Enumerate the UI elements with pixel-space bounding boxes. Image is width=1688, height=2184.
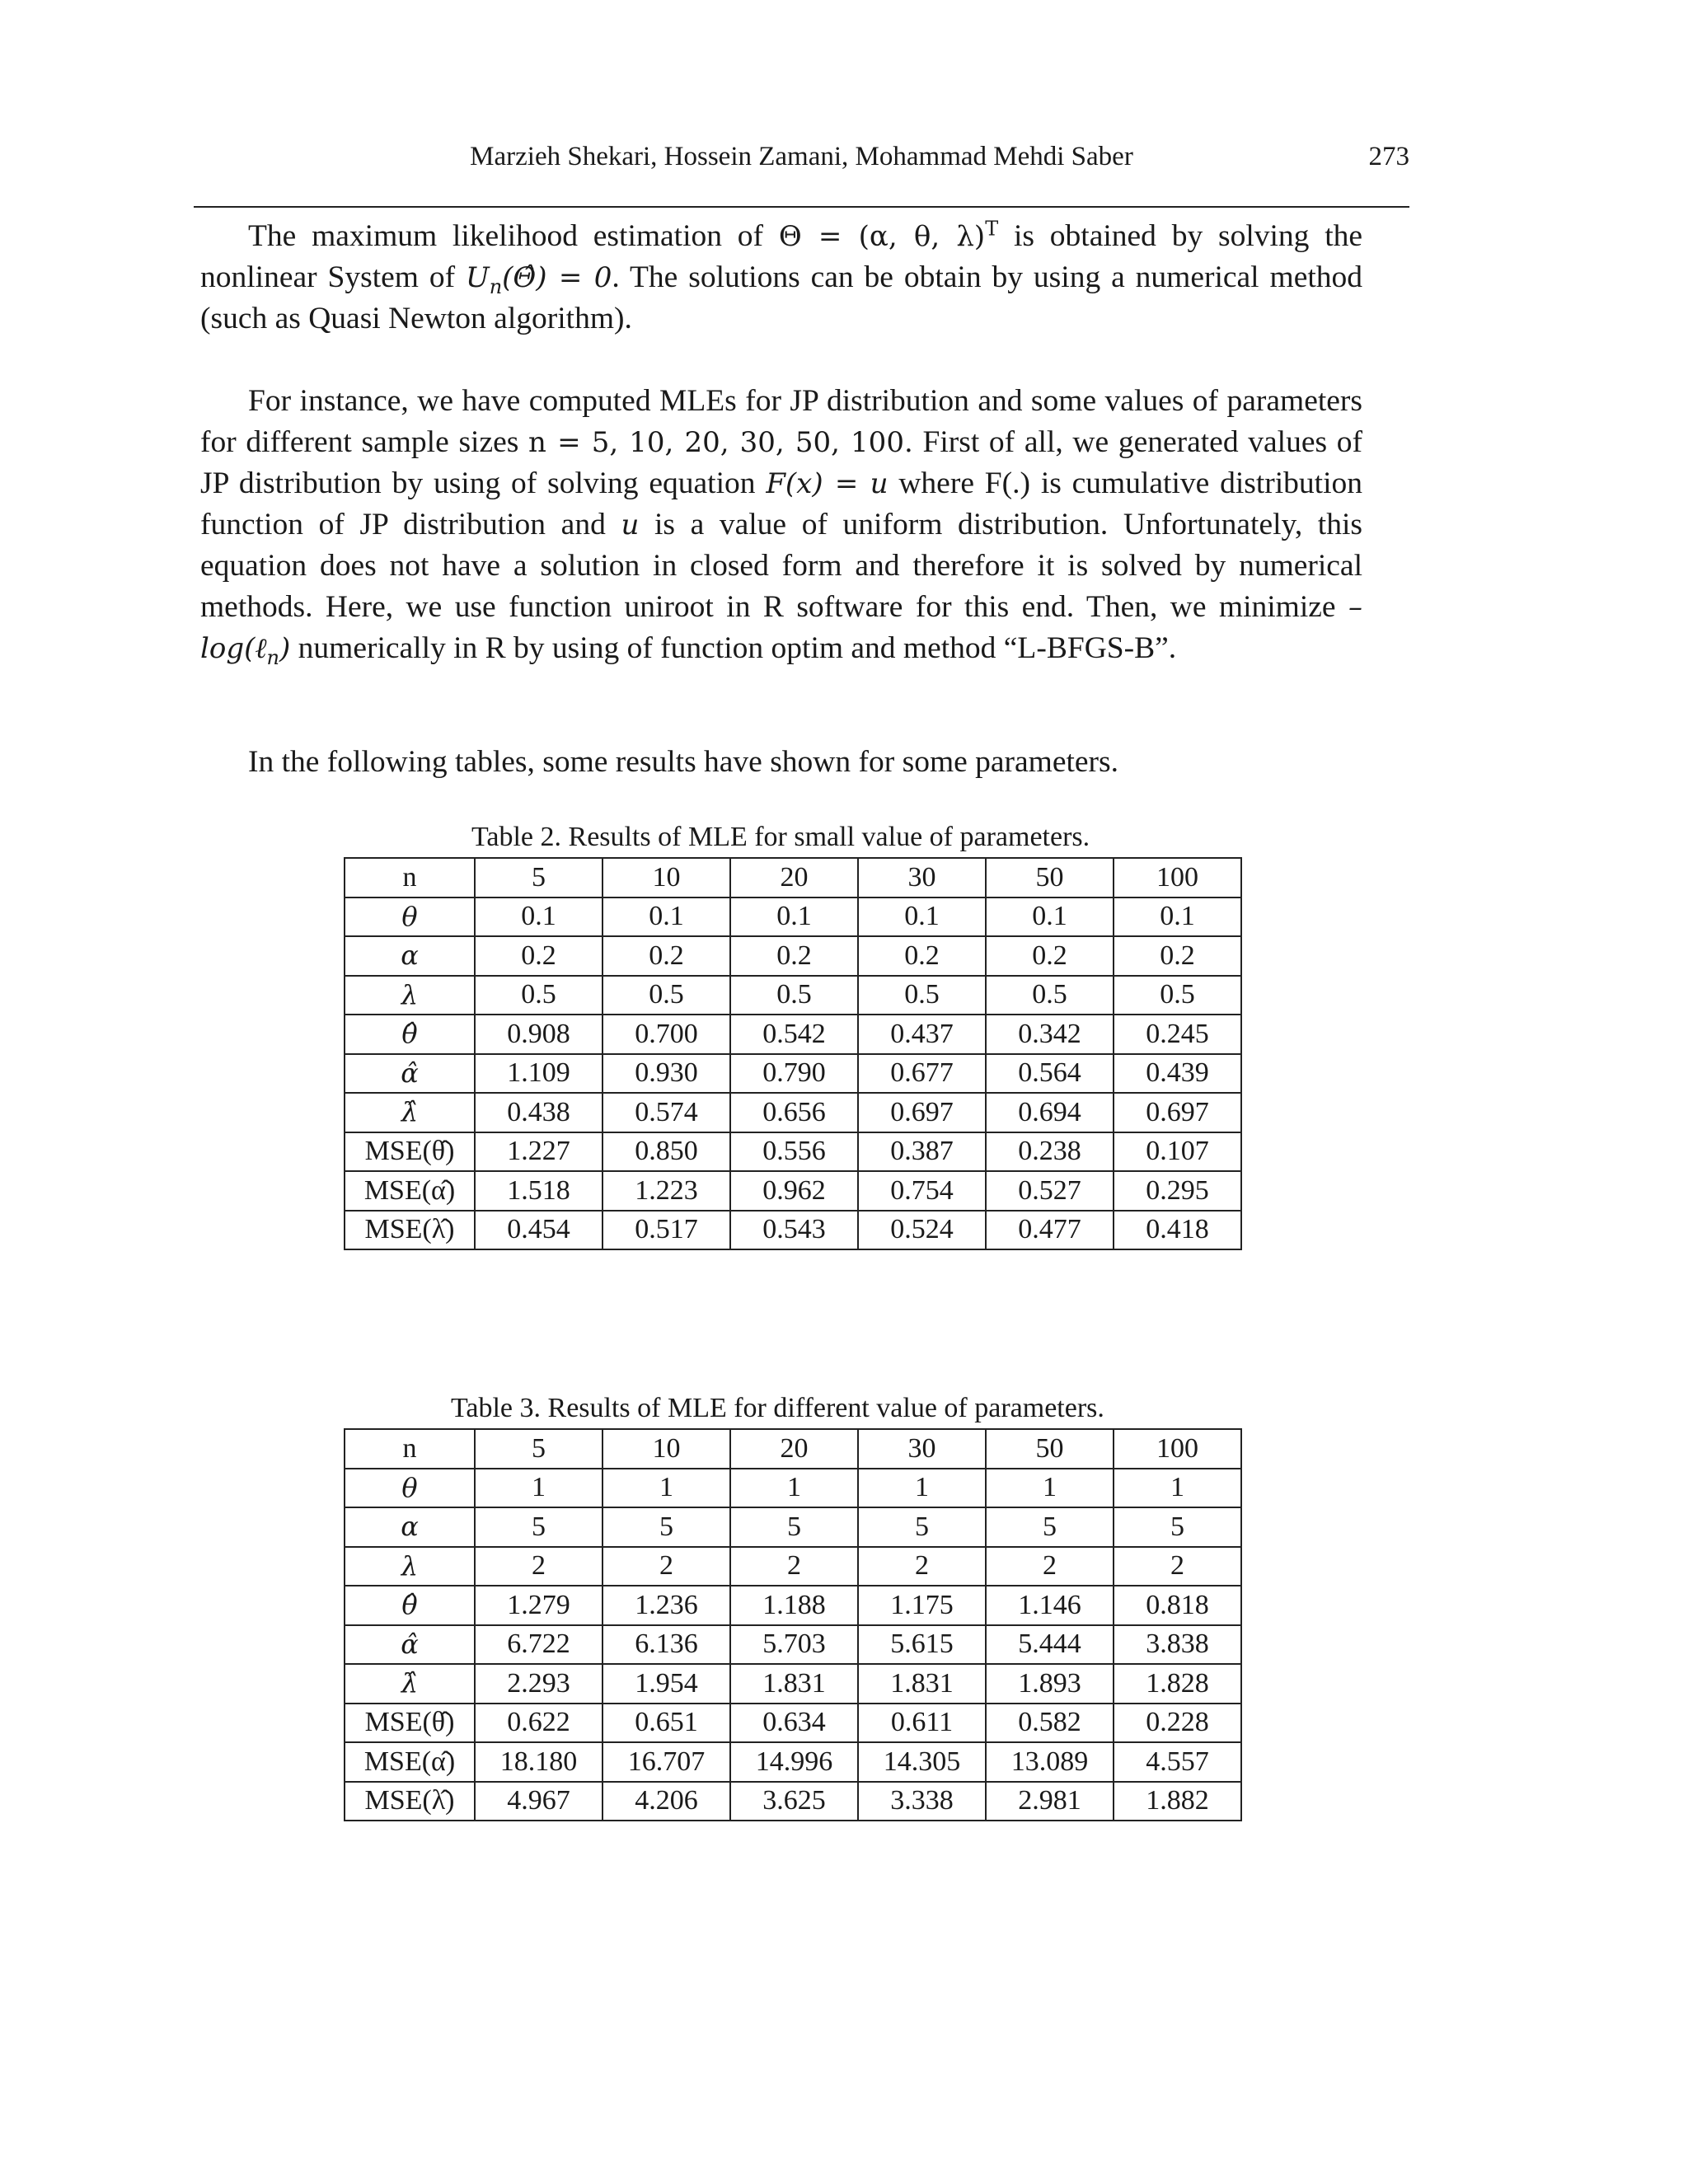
table-cell: 3.838 xyxy=(1114,1625,1241,1665)
column-header-sample-size: 20 xyxy=(730,858,858,898)
table-cell: 1.236 xyxy=(603,1586,730,1625)
table-cell: 5 xyxy=(475,1507,603,1547)
table-cell: 0.656 xyxy=(730,1093,858,1132)
text-run: . The solutions can be obtain by using a numerical method (such as Quasi Newton algorithm). xyxy=(200,260,1363,335)
math-cdf-equation: F(x) = u xyxy=(766,467,889,500)
table-cell: 5 xyxy=(986,1507,1114,1547)
table-row xyxy=(345,1132,1241,1172)
table-cell: 0.527 xyxy=(986,1171,1114,1211)
table-cell: 2 xyxy=(986,1547,1114,1586)
table-row xyxy=(345,1742,1241,1782)
table-cell: 0.1 xyxy=(858,898,986,937)
text-run: where F(.) is cumulative distribution function of JP distribution and xyxy=(200,466,1363,541)
table-cell: 0.438 xyxy=(475,1093,603,1132)
table-cell: 5.615 xyxy=(858,1625,986,1665)
row-label: λ xyxy=(401,978,419,1010)
table-cell: 0.5 xyxy=(858,976,986,1015)
header-rule xyxy=(194,206,1409,208)
row-label-cell xyxy=(345,898,475,937)
table-row xyxy=(345,898,1241,937)
column-header-sample-size: 100 xyxy=(1114,1429,1241,1469)
table-cell: 18.180 xyxy=(475,1742,603,1782)
table-cell: 0.524 xyxy=(858,1211,986,1250)
table-row xyxy=(345,1507,1241,1547)
row-label-cell xyxy=(345,1664,475,1704)
table-cell: 5 xyxy=(1114,1507,1241,1547)
text-run: First of all, we generated values of JP distribution by using of solving equation xyxy=(200,425,1362,500)
table-cell: 0.2 xyxy=(603,936,730,976)
table-cell: 0.790 xyxy=(730,1054,858,1094)
table-cell: 13.089 xyxy=(986,1742,1114,1782)
table-cell: 5 xyxy=(730,1507,858,1547)
table3-caption: Table 3. Results of MLE for different value of parameters. xyxy=(451,1393,1104,1423)
table-cell: 0.651 xyxy=(603,1704,730,1743)
table-cell: 2 xyxy=(475,1547,603,1586)
text-run: is a value of uniform distribution. Unfortunately, this equation does not have a solution in closed form and therefore it is solved by numerical methods. Here, we use function uniroot in R software for this end. Then, we minimize xyxy=(200,508,1362,624)
table-cell: 14.996 xyxy=(730,1742,858,1782)
math-u: u xyxy=(621,509,640,541)
table-cell: 1.954 xyxy=(603,1664,730,1704)
table-row xyxy=(345,1093,1241,1132)
table-row xyxy=(345,1054,1241,1094)
table-cell: 0.2 xyxy=(475,936,603,976)
table-cell: 4.206 xyxy=(603,1782,730,1821)
table-cell: 0.1 xyxy=(986,898,1114,937)
table-cell: 1.882 xyxy=(1114,1782,1241,1821)
table-cell: 0.5 xyxy=(1114,976,1241,1015)
column-header-sample-size: 5 xyxy=(475,858,603,898)
row-label: α̂ xyxy=(401,1057,419,1089)
header-authors: Marzieh Shekari, Hossein Zamani, Mohammad Mehdi Saber xyxy=(470,142,1133,171)
table-row xyxy=(345,1586,1241,1625)
table-cell: 0.342 xyxy=(986,1015,1114,1054)
table-cell: 0.437 xyxy=(858,1015,986,1054)
table-cell: 0.477 xyxy=(986,1211,1114,1250)
table-cell: 0.677 xyxy=(858,1054,986,1094)
table-cell: 0.1 xyxy=(1114,898,1241,937)
math-score-equation xyxy=(466,261,612,298)
table-cell: 0.238 xyxy=(986,1132,1114,1172)
table-cell: 0.2 xyxy=(986,936,1114,976)
table-cell: 0.850 xyxy=(603,1132,730,1172)
table-cell: 1.831 xyxy=(858,1664,986,1704)
row-label-cell xyxy=(345,1507,475,1547)
math-sub: n xyxy=(489,274,503,298)
row-label-cell xyxy=(345,1132,475,1172)
table3-body xyxy=(345,1429,1241,1821)
table-row xyxy=(345,1704,1241,1743)
row-label-cell xyxy=(345,1093,475,1132)
table-cell: 0.700 xyxy=(603,1015,730,1054)
running-header xyxy=(194,142,1409,191)
table-cell: 0.2 xyxy=(1114,936,1241,976)
table-cell: 0.1 xyxy=(730,898,858,937)
table-cell: 0.694 xyxy=(986,1093,1114,1132)
table-cell: 0.1 xyxy=(475,898,603,937)
row-label-cell xyxy=(345,1742,475,1782)
table-cell: 0.5 xyxy=(730,976,858,1015)
table-cell: 1.146 xyxy=(986,1586,1114,1625)
table-row xyxy=(345,1782,1241,1821)
table-cell: 2 xyxy=(1114,1547,1241,1586)
row-label: α xyxy=(401,1511,419,1543)
table-cell: 0.5 xyxy=(603,976,730,1015)
math-run: (Θ̂) = 0 xyxy=(502,261,612,294)
row-label: λ̂ xyxy=(401,1096,419,1128)
column-header-sample-size: 20 xyxy=(730,1429,858,1469)
table-cell: 0.2 xyxy=(730,936,858,976)
row-label-cell xyxy=(345,1704,475,1743)
table-header-row xyxy=(345,858,1241,898)
row-label-cell xyxy=(345,1586,475,1625)
table-cell: 0.818 xyxy=(1114,1586,1241,1625)
text-run: The maximum likelihood estimation of xyxy=(248,219,779,253)
table-cell: 1.188 xyxy=(730,1586,858,1625)
row-label-cell xyxy=(345,1171,475,1211)
table-header-row xyxy=(345,1429,1241,1469)
paragraph-simulation xyxy=(200,381,1362,669)
row-label-cell xyxy=(345,1054,475,1094)
table-cell: 16.707 xyxy=(603,1742,730,1782)
row-label-cell xyxy=(345,1782,475,1821)
table-cell: 1 xyxy=(858,1469,986,1508)
row-label: θ xyxy=(401,900,418,932)
table-cell: 6.722 xyxy=(475,1625,603,1665)
table-row xyxy=(345,1664,1241,1704)
math-theta-vector xyxy=(778,217,999,253)
table-cell: 0.962 xyxy=(730,1171,858,1211)
table-cell: 1 xyxy=(986,1469,1114,1508)
column-header-sample-size: 50 xyxy=(986,858,1114,898)
row-label: MSE(θ̂) xyxy=(364,1136,455,1167)
table-cell: 5.703 xyxy=(730,1625,858,1665)
table-cell: 0.611 xyxy=(858,1704,986,1743)
table-cell: 2 xyxy=(858,1547,986,1586)
table-row xyxy=(345,1625,1241,1665)
table-cell: 0.622 xyxy=(475,1704,603,1743)
table-cell: 1.828 xyxy=(1114,1664,1241,1704)
table-cell: 0.5 xyxy=(475,976,603,1015)
row-label: MSE(λ̂) xyxy=(364,1214,455,1245)
paragraph-tables-intro: In the following tables, some results have shown for some parameters. xyxy=(248,745,1118,779)
row-label-cell xyxy=(345,976,475,1015)
table-cell: 2 xyxy=(603,1547,730,1586)
column-header-sample-size: 100 xyxy=(1114,858,1241,898)
row-label-cell xyxy=(345,1211,475,1250)
table-cell: 3.625 xyxy=(730,1782,858,1821)
table-row xyxy=(345,936,1241,976)
table-cell: 1.518 xyxy=(475,1171,603,1211)
table-cell: 1 xyxy=(603,1469,730,1508)
row-label: θ̂ xyxy=(401,1018,418,1050)
row-label-cell xyxy=(345,1625,475,1665)
table-cell: 0.543 xyxy=(730,1211,858,1250)
column-header-sample-size: 5 xyxy=(475,1429,603,1469)
table2-body xyxy=(345,858,1241,1249)
table-cell: 0.418 xyxy=(1114,1211,1241,1250)
table-cell: 0.574 xyxy=(603,1093,730,1132)
table-cell: 1 xyxy=(730,1469,858,1508)
column-header-sample-size: 10 xyxy=(603,858,730,898)
table-cell: 1 xyxy=(1114,1469,1241,1508)
table-cell: 1.279 xyxy=(475,1586,603,1625)
table-cell: 0.245 xyxy=(1114,1015,1241,1054)
table-row xyxy=(345,1015,1241,1054)
table-cell: 0.439 xyxy=(1114,1054,1241,1094)
text-run: For instance, we have computed MLEs for JP distribution and some values of parameters for different sample sizes xyxy=(200,384,1362,459)
column-header-n: n xyxy=(345,858,475,898)
row-label-cell xyxy=(345,1015,475,1054)
table-cell: 0.908 xyxy=(475,1015,603,1054)
table-cell: 0.697 xyxy=(858,1093,986,1132)
math-sup: T xyxy=(985,217,999,241)
table-cell: 0.228 xyxy=(1114,1704,1241,1743)
math-sample-sizes: n = 5, 10, 20, 30, 50, 100. xyxy=(528,426,913,459)
row-label: λ xyxy=(401,1549,419,1582)
row-label-cell xyxy=(345,1469,475,1508)
row-label: λ̂ xyxy=(401,1667,419,1699)
row-label-cell xyxy=(345,936,475,976)
table-row xyxy=(345,1469,1241,1508)
table-cell: 0.556 xyxy=(730,1132,858,1172)
table-cell: 1.893 xyxy=(986,1664,1114,1704)
row-label: MSE(α̂) xyxy=(363,1174,456,1206)
paragraph-mle-definition xyxy=(200,216,1362,340)
table-cell: 6.136 xyxy=(603,1625,730,1665)
table-cell: 3.338 xyxy=(858,1782,986,1821)
table-cell: 0.295 xyxy=(1114,1171,1241,1211)
table-row xyxy=(345,1211,1241,1250)
math-run: U xyxy=(466,261,490,294)
table-cell: 1 xyxy=(475,1469,603,1508)
row-label: θ xyxy=(401,1471,418,1503)
table-cell: 0.542 xyxy=(730,1015,858,1054)
table-cell: 1.227 xyxy=(475,1132,603,1172)
column-header-sample-size: 30 xyxy=(858,858,986,898)
table-cell: 5 xyxy=(603,1507,730,1547)
column-header-sample-size: 30 xyxy=(858,1429,986,1469)
table-cell: 0.564 xyxy=(986,1054,1114,1094)
table-cell: 0.107 xyxy=(1114,1132,1241,1172)
table-row xyxy=(345,1171,1241,1211)
table-cell: 0.754 xyxy=(858,1171,986,1211)
page-number: 273 xyxy=(1368,142,1409,171)
table-cell: 1.831 xyxy=(730,1664,858,1704)
table3 xyxy=(344,1428,1242,1821)
column-header-sample-size: 10 xyxy=(603,1429,730,1469)
table-cell: 0.2 xyxy=(858,936,986,976)
table2-caption: Table 2. Results of MLE for small value of parameters. xyxy=(471,822,1090,852)
column-header-n: n xyxy=(345,1429,475,1469)
math-run: – log(ℓ xyxy=(200,591,1362,665)
table-cell: 2 xyxy=(730,1547,858,1586)
table-cell: 0.387 xyxy=(858,1132,986,1172)
table-cell: 1.109 xyxy=(475,1054,603,1094)
table-cell: 0.697 xyxy=(1114,1093,1241,1132)
column-header-sample-size: 50 xyxy=(986,1429,1114,1469)
row-label: MSE(θ̂) xyxy=(364,1707,455,1738)
row-label-cell xyxy=(345,1547,475,1586)
text-run: numerically in R by using of function optim and method “L-BFGS-B”. xyxy=(290,631,1177,665)
table-cell: 4.557 xyxy=(1114,1742,1241,1782)
table-cell: 2.981 xyxy=(986,1782,1114,1821)
table-cell: 1.223 xyxy=(603,1171,730,1211)
table-row xyxy=(345,1547,1241,1586)
table-cell: 0.5 xyxy=(986,976,1114,1015)
table-cell: 5.444 xyxy=(986,1625,1114,1665)
row-label: MSE(α̂) xyxy=(363,1746,456,1777)
table-cell: 0.930 xyxy=(603,1054,730,1094)
table-cell: 0.634 xyxy=(730,1704,858,1743)
row-label: θ̂ xyxy=(401,1589,418,1621)
table-cell: 2.293 xyxy=(475,1664,603,1704)
table-row xyxy=(345,976,1241,1015)
math-sub: n xyxy=(266,645,280,669)
table-cell: 0.582 xyxy=(986,1704,1114,1743)
math-run: ) xyxy=(279,632,291,665)
table-cell: 0.517 xyxy=(603,1211,730,1250)
table-cell: 0.454 xyxy=(475,1211,603,1250)
text-run: is obtained by solving the nonlinear System of xyxy=(200,219,1363,294)
row-label: α xyxy=(401,940,419,972)
math-run: Θ = (α, θ, λ) xyxy=(778,220,986,253)
table2 xyxy=(344,857,1242,1250)
table-cell: 5 xyxy=(858,1507,986,1547)
table-cell: 4.967 xyxy=(475,1782,603,1821)
table-cell: 1.175 xyxy=(858,1586,986,1625)
row-label: α̂ xyxy=(401,1628,419,1660)
table-cell: 14.305 xyxy=(858,1742,986,1782)
table-cell: 0.1 xyxy=(603,898,730,937)
row-label: MSE(λ̂) xyxy=(364,1785,455,1816)
